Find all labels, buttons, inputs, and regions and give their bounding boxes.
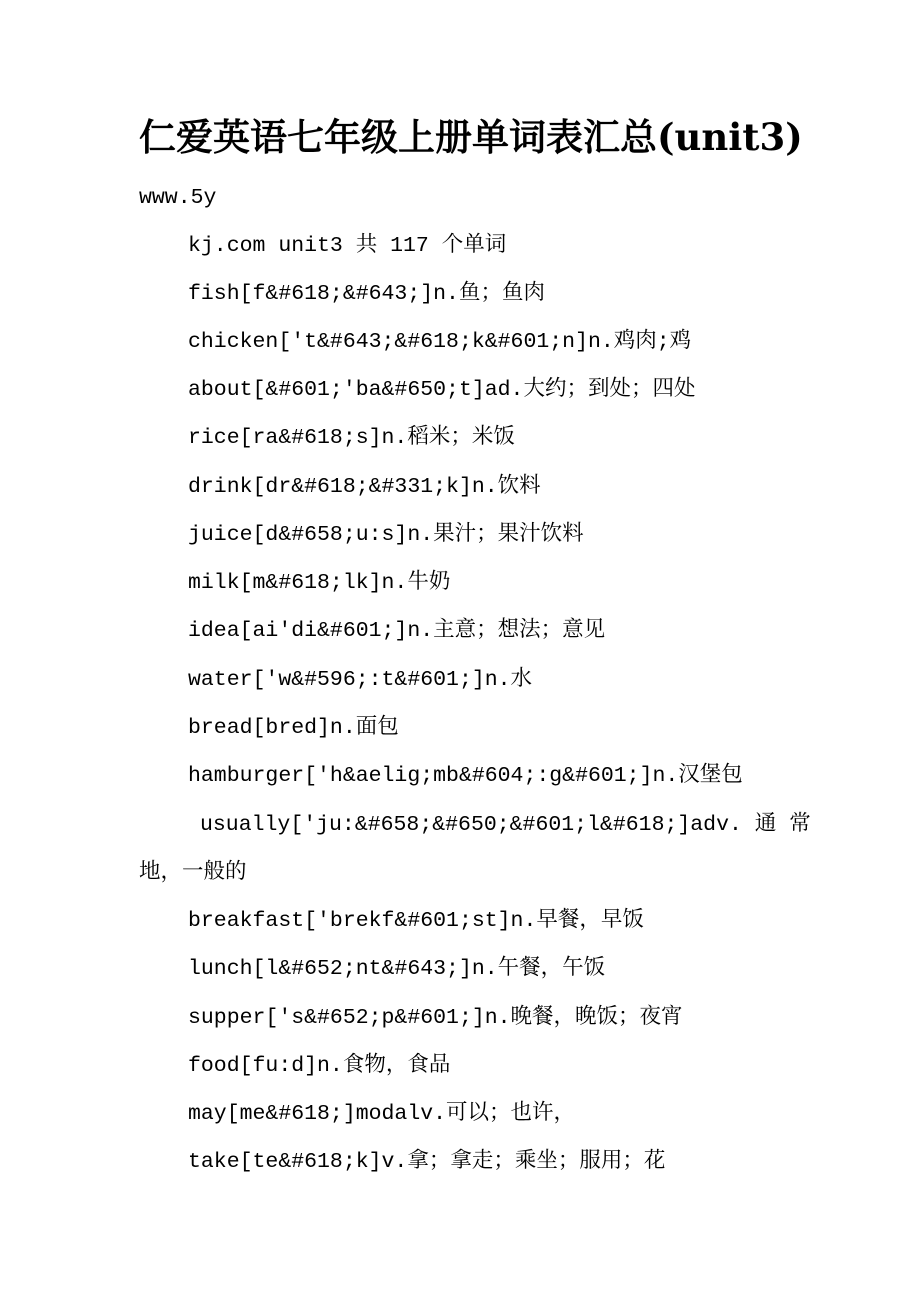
header-line: kj.com unit3 共 117 个单词 [188, 234, 507, 258]
vocabulary-entry: 地，一般的 [139, 861, 247, 885]
vocabulary-entry: chicken['t&#643;&#618;k&#601;n]n.鸡肉;鸡 [188, 330, 692, 354]
vocabulary-entry: about[&#601;'ba&#650;t]ad.大约；到处；四处 [188, 378, 696, 402]
vocabulary-entry: may[me&#618;]modalv.可以；也许， [188, 1102, 576, 1126]
vocabulary-entry: supper['s&#652;p&#601;]n.晚餐，晚饭；夜宵 [188, 1006, 683, 1030]
vocabulary-entry: usually['ju:&#658;&#650;&#601;l&#618;]adv. 通 常 [200, 813, 811, 837]
vocabulary-entry: fish[f&#618;&#643;]n.鱼；鱼肉 [188, 282, 545, 306]
vocabulary-entry: food[fu:d]n.食物，食品 [188, 1054, 451, 1078]
vocabulary-entry: milk[m&#618;lk]n.牛奶 [188, 571, 451, 595]
header-line: www.5y [139, 186, 217, 210]
document-title: 仁爱英语七年级上册单词表汇总(unit3) [139, 115, 803, 159]
vocabulary-entry: lunch[l&#652;nt&#643;]n.午餐，午饭 [188, 957, 606, 981]
vocabulary-entry: drink[dr&#618;&#331;k]n.饮料 [188, 475, 541, 499]
vocabulary-entry: hamburger['h&aelig;mb&#604;:g&#601;]n.汉堡包 [188, 764, 743, 788]
vocabulary-entry: water['w&#596;:t&#601;]n.水 [188, 668, 533, 692]
vocabulary-entry: take[te&#618;k]v.拿；拿走；乘坐；服用；花 [188, 1150, 666, 1174]
vocabulary-entry: breakfast['brekf&#601;st]n.早餐，早饭 [188, 909, 644, 933]
vocabulary-entry: idea[ai'di&#601;]n.主意；想法；意见 [188, 619, 606, 643]
vocabulary-entry: juice[d&#658;u:s]n.果汁；果汁饮料 [188, 523, 584, 547]
vocabulary-entry: bread[bred]n.面包 [188, 716, 399, 740]
vocabulary-entry: rice[ra&#618;s]n.稻米；米饭 [188, 426, 515, 450]
